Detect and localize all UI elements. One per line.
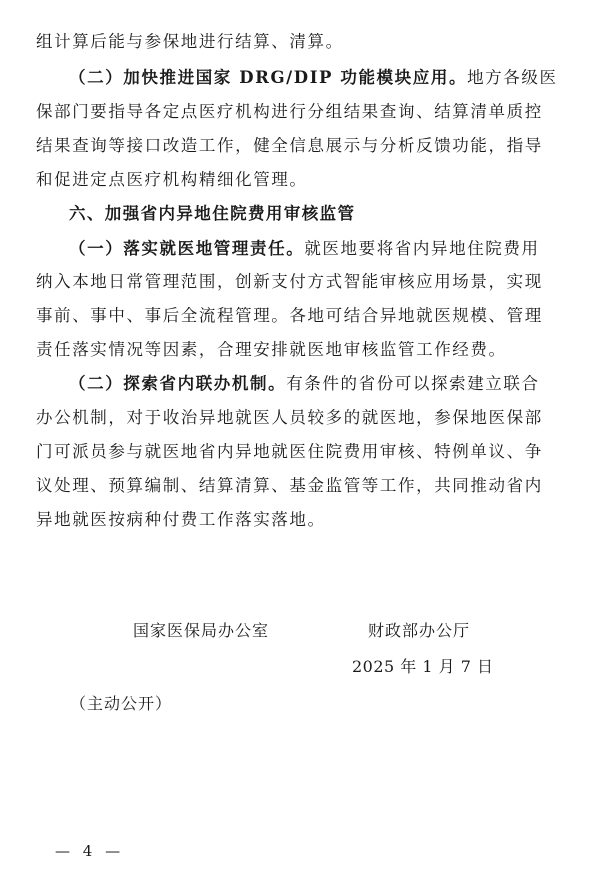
item-text: 有条件的省份可以探索建立联合	[286, 374, 540, 393]
paragraph-line: 组计算后能与参保地进行结算、清算。	[36, 32, 344, 51]
paragraph-line: 保部门要指导各定点医疗机构进行分组结果查询、结算清单质控	[36, 102, 543, 121]
signature-org-nhsa: 国家医保局办公室	[133, 621, 270, 640]
paragraph-line: 结果查询等接口改造工作，健全信息展示与分析反馈功能，指导	[36, 136, 543, 155]
signature-date: 2025 年 1 月 7 日	[352, 657, 494, 676]
disclosure-label: （主动公开）	[70, 694, 173, 713]
section-heading: 六、加强省内异地住院费用审核监管	[69, 204, 356, 223]
paragraph-item-drg-dip	[69, 67, 579, 89]
paragraph-line: 门可派员参与就医地省内异地就医住院费用审核、特例单议、争	[36, 442, 543, 461]
paragraph-line: 异地就医按病种付费工作落实落地。	[36, 510, 326, 529]
signature-org-mof: 财政部办公厅	[368, 621, 471, 640]
item-lead: （一）落实就医地管理责任。	[69, 239, 305, 258]
item-lead: （二）加快推进国家 DRG/DIP 功能模块应用。	[69, 68, 468, 87]
paragraph-line: 办公机制，对于收治异地就医人员较多的就医地，参保地医保部	[36, 408, 543, 427]
item-lead: （二）探索省内联办机制。	[69, 374, 287, 393]
paragraph-line: 纳入本地日常管理范围，创新支付方式智能审核应用场景，实现	[36, 272, 543, 291]
page-number: — 4 —	[55, 842, 125, 860]
paragraph-line: 和促进定点医疗机构精细化管理。	[36, 170, 308, 189]
item-text: 就医地要将省内异地住院费用	[304, 239, 540, 258]
paragraph-line: 责任落实情况等因素，合理安排就医地审核监管工作经费。	[36, 340, 507, 359]
paragraph-line: 事前、事中、事后全流程管理。各地可结合异地就医规模、管理	[36, 306, 543, 325]
item-text: 地方各级医	[467, 68, 558, 87]
paragraph-line: 议处理、预算编制、结算清算、基金监管等工作，共同推动省内	[36, 476, 543, 495]
paragraph-item-joint-office	[69, 373, 579, 395]
paragraph-item-responsibility	[69, 238, 579, 260]
